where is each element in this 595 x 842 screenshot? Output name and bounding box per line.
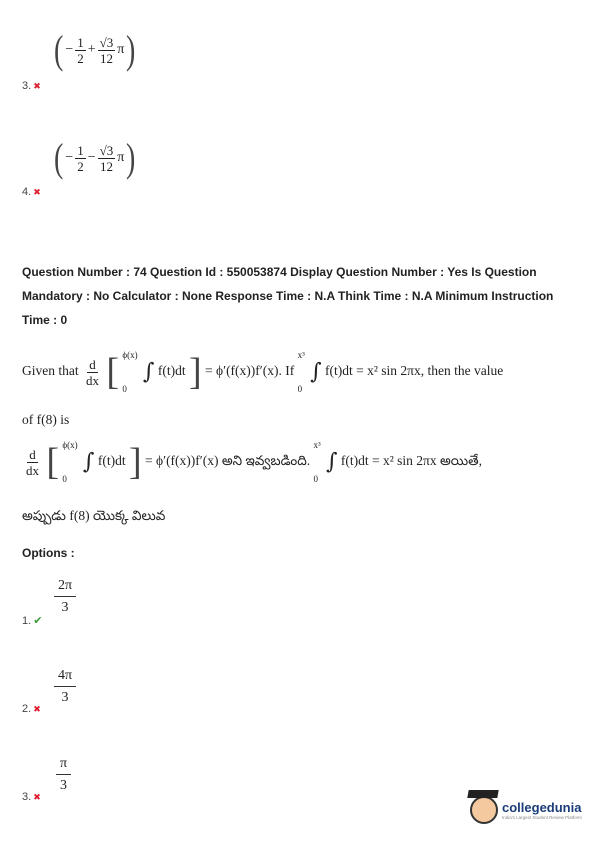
cross-icon: ✖ bbox=[33, 792, 41, 802]
option-1-label[interactable] bbox=[22, 614, 42, 627]
meta-line-1: Question Number : 74 Question Id : 550053874 Display Question Number : Yes Is Question bbox=[22, 265, 537, 279]
plus-sign: + bbox=[87, 42, 96, 57]
numerator: π bbox=[56, 756, 71, 775]
denominator: 3 bbox=[60, 778, 68, 793]
prev-option-3-label bbox=[22, 80, 41, 92]
integral-equation: f(t)dt = x² sin 2πx, bbox=[325, 363, 425, 379]
prev-option-4-label bbox=[22, 186, 41, 198]
equation-rhs: = ϕ′(f(x))f′(x). bbox=[205, 363, 282, 379]
numerator: 2π bbox=[54, 578, 76, 597]
denominator: dx bbox=[26, 462, 39, 478]
minus-sign: − bbox=[65, 42, 74, 57]
telugu-rhs: = ϕ′(f(x))f′(x) అని ఇవ్వబడింది. bbox=[145, 453, 311, 469]
question-suffix: then the value bbox=[427, 363, 504, 379]
upper-limit: x³ bbox=[297, 350, 305, 360]
option-2-value bbox=[54, 668, 76, 706]
option-number: 3. bbox=[22, 80, 32, 92]
numerator: √3 bbox=[99, 142, 114, 158]
numerator: 1 bbox=[77, 34, 84, 50]
pi-symbol: π bbox=[117, 150, 125, 165]
upper-limit: x³ bbox=[313, 440, 321, 450]
integrand: f(t)dt bbox=[97, 453, 126, 469]
question-meta bbox=[22, 260, 582, 332]
integral-sign: ∫ bbox=[310, 359, 322, 385]
logo-tagline: India's Largest Student Review Platform bbox=[502, 815, 582, 820]
meta-line-2: Mandatory : No Calculator : None Response Time : N.A Think Time : N.A Minimum Instruction bbox=[22, 289, 554, 303]
derivative-operator bbox=[84, 357, 101, 388]
numerator: d bbox=[89, 356, 96, 372]
question-telugu-line-2: అప్పుడు f(8) యొక్క విలువ bbox=[22, 508, 166, 523]
if-text: If bbox=[285, 363, 295, 379]
fraction bbox=[75, 35, 86, 66]
denominator: 3 bbox=[61, 600, 69, 615]
pi-symbol: π bbox=[117, 42, 125, 57]
denominator: 3 bbox=[61, 690, 69, 705]
options-heading: Options : bbox=[22, 546, 75, 560]
option-number: 4. bbox=[22, 186, 32, 198]
option-number: 3. bbox=[22, 791, 32, 803]
meta-line-3: Time : 0 bbox=[22, 313, 68, 327]
prev-option-3-expression: ( − $\frac{1}{2}$ + $\frac{√3}{12}$ π ) bbox=[53, 27, 136, 72]
question-telugu-line-1: $\frac{d}{dx}$ [ ϕ(x) 0 ∫ f(t)dt ] = ϕ′(f(x))f′(x) అని ఇవ్వబడింది. x³ 0 ∫ f(t)dt = x² sin 2πx అయితే, bbox=[26, 440, 483, 484]
fraction bbox=[98, 143, 116, 174]
lower-limit: 0 bbox=[297, 384, 303, 394]
denominator: 12 bbox=[99, 50, 113, 66]
option-2-label[interactable] bbox=[22, 703, 41, 715]
denominator: 12 bbox=[99, 158, 113, 174]
option-3-label[interactable] bbox=[22, 791, 41, 803]
check-icon: ✔ bbox=[33, 615, 43, 627]
numerator: 1 bbox=[77, 142, 84, 158]
question-prefix: Given that bbox=[22, 363, 79, 379]
minus-sign: − bbox=[65, 150, 74, 165]
denominator: dx bbox=[86, 372, 99, 388]
fraction bbox=[75, 143, 86, 174]
denominator: 2 bbox=[77, 50, 84, 66]
lower-limit: 0 bbox=[122, 384, 127, 394]
cross-icon: ✖ bbox=[33, 187, 41, 197]
lower-limit: 0 bbox=[62, 474, 67, 484]
fraction bbox=[98, 35, 116, 66]
numerator: √3 bbox=[99, 34, 114, 50]
cross-icon: ✖ bbox=[33, 81, 41, 91]
integral-sign: ∫ bbox=[143, 359, 155, 385]
question-english-line-1: Given that $\frac{d}{dx}$ [ ϕ(x) 0 ∫ f(t)dt ] = ϕ′(f(x))f′(x). If x³ 0 ∫ f(t)dt = x² sin 2πx, then the value bbox=[22, 350, 504, 394]
upper-limit: ϕ(x) bbox=[62, 440, 78, 450]
integral-sign: ∫ bbox=[326, 449, 338, 475]
option-1-value bbox=[54, 578, 76, 616]
option-number: 1. bbox=[22, 615, 32, 627]
integral-sign: ∫ bbox=[83, 449, 95, 475]
cross-icon: ✖ bbox=[33, 704, 41, 714]
option-number: 2. bbox=[22, 703, 32, 715]
derivative-operator bbox=[24, 447, 41, 478]
integrand: f(t)dt bbox=[157, 363, 186, 379]
integral-limits bbox=[298, 350, 305, 394]
numerator: d bbox=[29, 446, 36, 462]
minus-sign: − bbox=[87, 150, 96, 165]
numerator: 4π bbox=[54, 668, 76, 687]
denominator: 2 bbox=[77, 158, 84, 174]
upper-limit: ϕ(x) bbox=[122, 350, 138, 360]
question-english-line-2: of f(8) is bbox=[22, 412, 70, 427]
lower-limit: 0 bbox=[313, 474, 318, 484]
mascot-icon bbox=[470, 796, 498, 824]
integral-limits bbox=[313, 440, 320, 484]
integral-limits bbox=[62, 440, 77, 484]
telugu-integral-equation: f(t)dt = x² sin 2πx అయితే, bbox=[340, 453, 483, 469]
integral-limits bbox=[122, 350, 137, 394]
collegedunia-logo bbox=[470, 796, 582, 824]
prev-option-4-expression: ( − $\frac{1}{2}$ − $\frac{√3}{12}$ π ) bbox=[53, 135, 136, 180]
option-3-value bbox=[56, 756, 71, 794]
logo-name: collegedunia bbox=[502, 800, 582, 815]
